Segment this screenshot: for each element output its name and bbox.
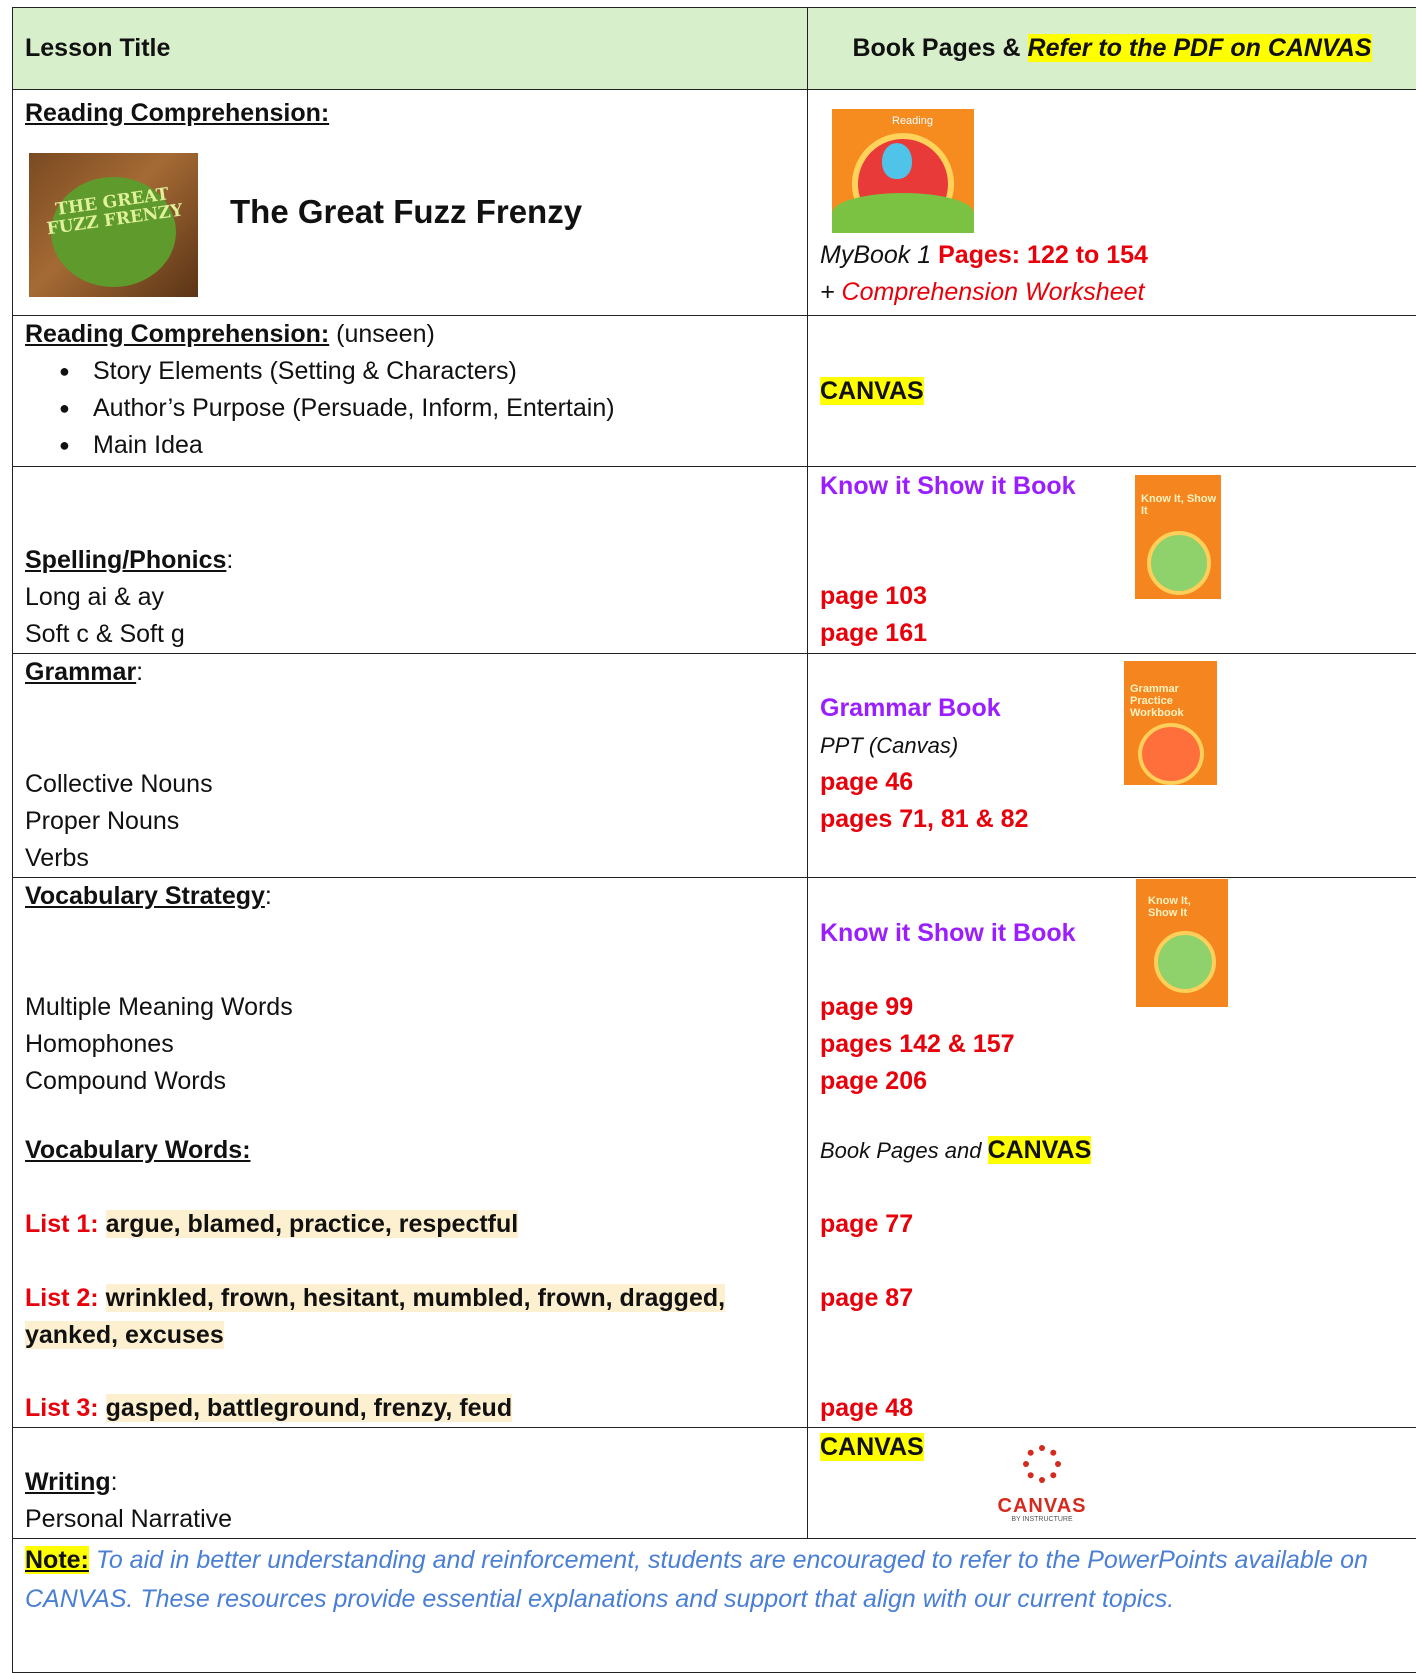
unseen-resource-cell (808, 316, 1416, 467)
list-2-page: page 87 (820, 1280, 913, 1317)
vocab-resource-prefix: Book Pages and (820, 1138, 988, 1163)
unseen-lesson-cell (13, 316, 808, 467)
worksheet-line (820, 274, 1148, 311)
unseen-canvas-label: CANVAS (820, 377, 924, 405)
grammar-cover-title: Grammar Practice Workbook (1130, 683, 1210, 719)
reading-lesson-cell (13, 90, 808, 316)
mybook-cover (832, 109, 974, 233)
spelling-page-103: page 103 (820, 578, 927, 615)
grammar-workbook-cover (1124, 661, 1217, 785)
header-row (13, 8, 1416, 90)
list-1-page: page 77 (820, 1206, 913, 1243)
know-it-cover (1135, 475, 1221, 599)
list-3-label: List 3: (25, 1394, 99, 1422)
note-cell (13, 1539, 1416, 1673)
list-1-label: List 1: (25, 1210, 99, 1238)
vocab-cover-title: Know It, Show It (1148, 895, 1218, 919)
vocab-words-heading: Vocabulary Words: (25, 1132, 251, 1169)
vocab-book-title: Know it Show it Book (820, 915, 1076, 952)
worksheet-label: Comprehension Worksheet (842, 278, 1145, 306)
header-col2-highlight: Refer to the PDF on CANVAS (1028, 34, 1372, 62)
list-3-words: gasped, battleground, frenzy, feud (106, 1394, 513, 1422)
grammar-lesson-cell (13, 654, 808, 878)
spelling-line-soft-c-g: Soft c & Soft g (25, 616, 795, 653)
vocabulary-row (13, 878, 1416, 1428)
spelling-lesson-cell (13, 467, 808, 654)
grammar-pages-cell (808, 654, 1416, 878)
spelling-book-title: Know it Show it Book (820, 467, 1404, 506)
bullet-main-idea: ● Main Idea (93, 427, 795, 464)
grammar-row (13, 654, 1416, 878)
mybook-line (820, 237, 1148, 274)
vocab-compound-words: Compound Words (25, 1063, 293, 1100)
spelling-line-ai-ay: Long ai & ay (25, 579, 795, 616)
unseen-heading-line (25, 316, 795, 353)
grammar-book-title: Grammar Book (820, 690, 1028, 727)
vocabulary-lesson-cell (13, 878, 808, 1428)
writing-resource-cell (808, 1428, 1416, 1539)
mybook-pages: Pages: 122 to 154 (938, 241, 1148, 269)
vocab-strategy-heading: Vocabulary Strategy (25, 882, 265, 910)
spelling-page-161: page 161 (820, 615, 927, 652)
header-col2-prefix: Book Pages & (852, 34, 1027, 62)
reading-book-title: The Great Fuzz Frenzy (230, 192, 582, 232)
unseen-bullet-list (25, 353, 795, 464)
grammar-pages-71-81-82: pages 71, 81 & 82 (820, 801, 1028, 838)
vocab-page-99: page 99 (820, 989, 1015, 1026)
unseen-row (13, 316, 1416, 467)
canvas-logo-text: CANVAS (992, 1496, 1092, 1516)
grammar-proper-nouns: Proper Nouns (25, 803, 795, 840)
fuzz-cover-title: THE GREAT FUZZ FRENZY (29, 181, 198, 240)
writing-canvas-label: CANVAS (820, 1433, 924, 1461)
vocab-heading-line: Vocabulary Strategy: (25, 878, 795, 915)
note-text: To aid in better understanding and reinforcement, students are encouraged to refer to the PowerPoints available on CANVAS. These resources provide essential explanations and support that align with our current topics. (25, 1546, 1368, 1613)
unseen-heading: Reading Comprehension: (25, 320, 329, 348)
vocab-pages-142-157: pages 142 & 157 (820, 1026, 1015, 1063)
vocab-know-it-cover (1136, 879, 1228, 1007)
writing-personal-narrative: Personal Narrative (25, 1501, 795, 1538)
know-it-cover-title: Know It, Show It (1141, 493, 1221, 517)
vocab-list-2 (25, 1280, 725, 1354)
reading-heading: Reading Comprehension: (25, 90, 795, 133)
list-2-label: List 2: (25, 1284, 99, 1312)
grammar-page-46: page 46 (820, 764, 1028, 801)
spelling-heading: Spelling/Phonics (25, 546, 226, 574)
writing-lesson-cell (13, 1428, 808, 1539)
vocabulary-pages-cell (808, 878, 1416, 1428)
vocab-page-206: page 206 (820, 1063, 1015, 1100)
grammar-collective-nouns: Collective Nouns (25, 766, 795, 803)
bullet-story-elements: ● Story Elements (Setting & Characters) (93, 353, 795, 390)
mybook-cover-title: Reading (892, 115, 933, 127)
vocab-homophones: Homophones (25, 1026, 293, 1063)
mybook-label: MyBook 1 (820, 241, 931, 269)
grammar-verbs: Verbs (25, 840, 795, 877)
grammar-heading-line: Grammar: (25, 654, 795, 691)
note-row (13, 1539, 1416, 1673)
worksheet-prefix: + (820, 278, 842, 306)
reading-row (13, 90, 1416, 316)
writing-heading-line: Writing: (25, 1464, 795, 1501)
vocab-canvas-label: CANVAS (988, 1136, 1092, 1164)
canvas-logo (992, 1444, 1092, 1520)
lesson-table (12, 7, 1416, 1673)
list-3-page: page 48 (820, 1390, 913, 1427)
header-book-pages (808, 8, 1416, 90)
bullet-authors-purpose: ● Author’s Purpose (Persuade, Inform, Entertain) (93, 390, 795, 427)
reading-pages-cell (808, 90, 1416, 316)
header-lesson-title (13, 8, 808, 90)
grammar-ppt: PPT (Canvas) (820, 727, 1028, 764)
vocab-resource-line (820, 1132, 1091, 1169)
note-label: Note: (25, 1546, 89, 1574)
vocab-multiple-meaning: Multiple Meaning Words (25, 989, 293, 1026)
fuzz-frenzy-cover (29, 153, 198, 297)
list-2-words: wrinkled, frown, hesitant, mumbled, frown, dragged, (106, 1284, 726, 1312)
spelling-pages-cell (808, 467, 1416, 654)
canvas-logo-icon (1022, 1444, 1062, 1484)
vocab-list-1 (25, 1206, 518, 1243)
list-2-words-cont: yanked, excuses (25, 1321, 224, 1349)
header-col1-label: Lesson Title (25, 34, 170, 62)
spelling-heading-line: Spelling/Phonics: (25, 542, 795, 579)
canvas-logo-sub: BY INSTRUCTURE (992, 1516, 1092, 1524)
spelling-row (13, 467, 1416, 654)
grammar-heading: Grammar (25, 658, 136, 686)
writing-heading: Writing (25, 1468, 111, 1496)
unseen-suffix: (unseen) (329, 320, 435, 348)
writing-row (13, 1428, 1416, 1539)
list-1-words: argue, blamed, practice, respectful (106, 1210, 519, 1238)
vocab-list-3 (25, 1390, 512, 1427)
